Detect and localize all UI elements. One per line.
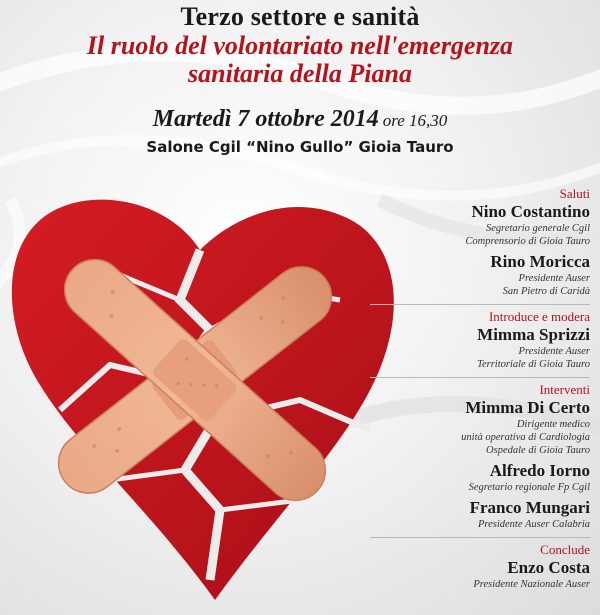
- speaker-name: Mimma Di Certo: [465, 398, 590, 417]
- speaker-role: Segretario generale Cgil: [485, 223, 590, 234]
- speaker-entry: [330, 325, 590, 371]
- speaker-name: Rino Moricca: [490, 252, 590, 271]
- speaker-role: Presidente Nazionale Auser: [473, 579, 590, 590]
- speaker-role: Territoriale di Gioia Tauro: [477, 359, 590, 370]
- section-divider: [370, 537, 590, 538]
- section-divider: [370, 304, 590, 305]
- speaker-role: Presidente Auser: [518, 273, 590, 284]
- subtitle-line-1: Il ruolo del volontariato nell'emergenza: [86, 31, 514, 60]
- speaker-role: Ospedale di Gioia Tauro: [486, 445, 590, 456]
- speaker-entry: [330, 398, 590, 457]
- speaker-role: San Pietro di Caridà: [502, 286, 590, 297]
- speaker-entry: [330, 252, 590, 298]
- speaker-entry: [330, 498, 590, 531]
- speaker-name: Franco Mungari: [469, 498, 590, 517]
- page-subtitle: [0, 32, 600, 88]
- event-date: Martedì 7 ottobre 2014: [152, 106, 379, 132]
- speaker-name: Enzo Costa: [507, 558, 590, 577]
- section-introduce: Introduce e modera: [488, 309, 590, 324]
- speaker-role: Presidente Auser Calabria: [478, 519, 590, 530]
- page-title: Terzo settore e sanità: [180, 2, 420, 31]
- event-time: ore 16,30: [382, 111, 448, 130]
- section-saluti: Saluti: [559, 186, 590, 201]
- section-conclude: Conclude: [540, 542, 590, 557]
- section-interventi: Interventi: [539, 382, 590, 397]
- subtitle-line-2: sanitaria della Piana: [188, 59, 412, 88]
- speaker-name: Alfredo Iorno: [489, 461, 590, 480]
- speaker-name: Nino Costantino: [471, 202, 590, 221]
- section-divider: [370, 377, 590, 378]
- speaker-entry: [330, 202, 590, 248]
- speaker-role: Presidente Auser: [518, 346, 590, 357]
- speaker-role: Comprensorio di Gioia Tauro: [465, 236, 590, 247]
- event-datetime: [0, 106, 600, 133]
- speaker-entry: [330, 558, 590, 591]
- event-venue: Salone Cgil “Nino Gullo” Gioia Tauro: [146, 138, 454, 156]
- speaker-role: Dirigente medico: [516, 419, 590, 430]
- speaker-name: Mimma Sprizzi: [477, 325, 590, 344]
- program-column: [330, 186, 590, 591]
- speaker-role: Segretario regionale Fp Cgil: [468, 482, 590, 493]
- speaker-role: unità operativa di Cardiologia: [461, 432, 590, 443]
- speaker-entry: [330, 461, 590, 494]
